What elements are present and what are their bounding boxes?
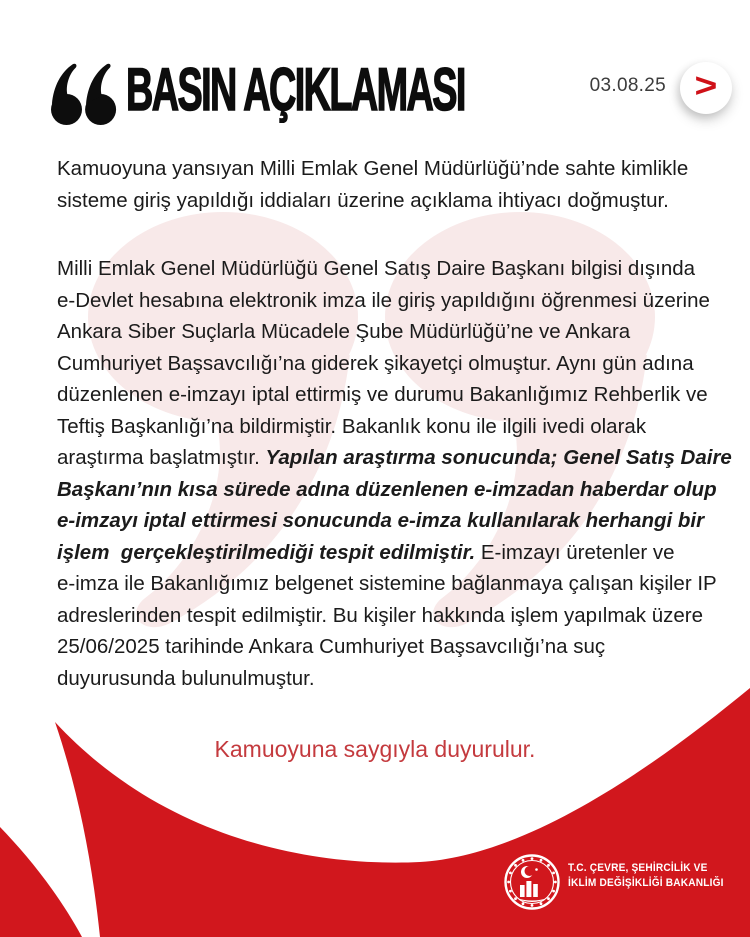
text-line: sisteme giriş yapıldığı iddiaları üzerine açıklama ihtiyacı doğmuştur. — [57, 188, 669, 212]
bottom-left-wedge-shape — [0, 827, 82, 937]
text-line: Başkanı’nın kısa sürede adına düzenlenen e-imzadan haberdar olup — [57, 477, 717, 501]
page-title: BASIN AÇIKLAMASI — [126, 56, 465, 123]
date-label: 03.08.25 — [589, 75, 666, 96]
text-line: araştırma başlatmıştır. Yapılan araştırma sonucunda; Genel Satış Daire — [57, 446, 732, 469]
text-line: e-imzayı iptal ettirmesi sonucunda e-imza kullanılarak herhangi bir — [57, 509, 705, 532]
text-line: Kamuoyuna yansıyan Milli Emlak Genel Müdürlüğü’nde sahte kimlikle — [57, 157, 689, 180]
text-line: işlem gerçekleştirilmediği tespit edilmiştir. E-imzayı üretenler ve — [57, 540, 675, 564]
text-line: düzenlenen e-imzayı iptal ettirmiş ve durumu Bakanlığımız Rehberlik ve — [57, 383, 708, 406]
opening-quote-icon — [50, 62, 118, 126]
paragraph — [57, 153, 712, 216]
text-line: 25/06/2025 tarihinde Ankara Cumhuriyet Başsavcılığı’na suç — [57, 635, 606, 658]
next-arrow-button[interactable] — [680, 62, 732, 114]
chevron-right-icon: > — [694, 67, 718, 105]
text-line: Teftiş Başkanlığı’na bildirmiştir. Bakanlık konu ile ilgili ivedi olarak — [57, 414, 647, 438]
text-line: e-Devlet hesabına elektronik imza ile giriş yapıldığını öğrenmesi üzerine — [57, 288, 710, 312]
text-line: adreslerinden tespit edilmiştir. Bu kişiler hakkında işlem yapılmak üzere — [57, 603, 704, 627]
text-line: duyurusunda bulunulmuştur. — [57, 666, 315, 690]
ministry-name — [568, 861, 724, 890]
closing-statement: Kamuoyuna saygıyla duyurulur. — [214, 736, 536, 762]
text-line: e-imza ile Bakanlığımız belgenet sistemine bağlanmaya çalışan kişiler IP — [57, 572, 717, 595]
body-text — [57, 153, 732, 731]
text-line: Milli Emlak Genel Müdürlüğü Genel Satış Daire Başkanı bilgisi dışında — [57, 257, 696, 280]
ministry-name-line1: T.C. ÇEVRE, ŞEHİRCİLİK VE — [568, 862, 708, 874]
text-line: Ankara Siber Suçlarla Mücadele Şube Müdürlüğü’ne ve Ankara — [57, 320, 631, 343]
paragraph — [57, 253, 732, 694]
text-line: Cumhuriyet Başsavcılığı’na giderek şikayetçi olmuştur. Aynı gün adına — [57, 351, 694, 375]
ministry-name-line2: İKLİM DEĞİŞİKLİĞİ BAKANLIĞI — [568, 876, 724, 889]
